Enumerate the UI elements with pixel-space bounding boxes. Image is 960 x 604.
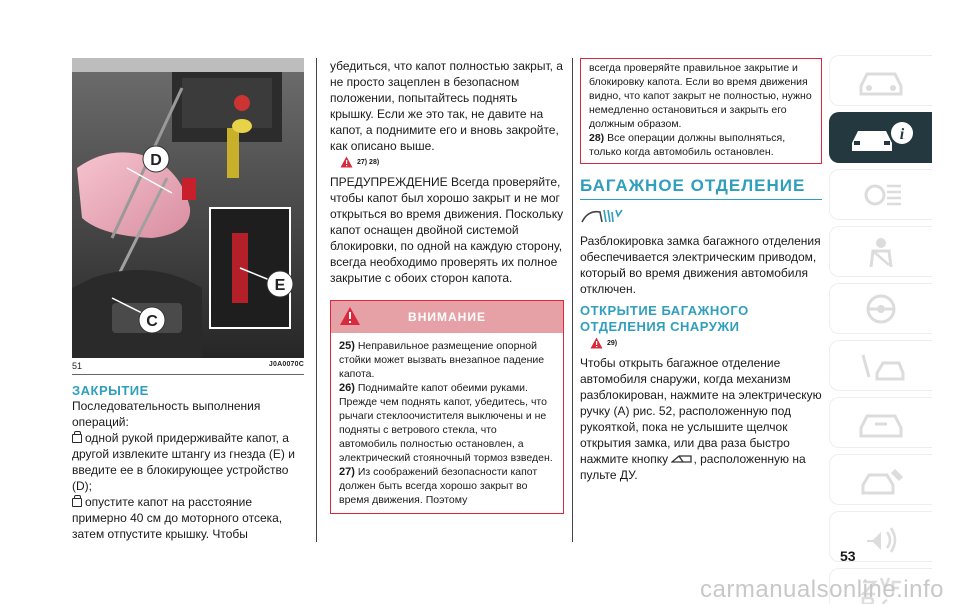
luggage-unlock-paragraph: Разблокировка замка багажного отделения обеспечивается электрическим приводом, который во время движения автомобиля отключен. [580, 234, 821, 296]
warning-item-28-text: Все операции должны выполняться, только когда автомобиль остановлен. [589, 132, 786, 158]
tailgate-icon-row [580, 206, 822, 231]
svg-text:i: i [899, 125, 905, 143]
figure-code: J0A0070C [268, 361, 304, 368]
column-left [72, 58, 304, 542]
warning-item-26-text: Поднимайте капот обеими руками. Прежде чем поднять капот, убедитесь, что рычаги стеклоочистителя выключены и не подняты с ветрового стекла, что автомобиль полностью остановлен, а электрический стояночный тормоз взведен. [339, 382, 553, 464]
warning-reference [590, 337, 822, 349]
closing-step-2-text: опустите капот на расстояние примерно 40 см до моторного отсека, затем отпустите крышку. Чтобы [72, 495, 283, 541]
closing-intro: Последовательность выполнения операций: [72, 399, 261, 429]
tailgate-unlock-icon [580, 206, 624, 226]
lights-icon [853, 178, 909, 212]
closing-step-1 [72, 430, 304, 494]
column-middle [330, 58, 564, 514]
warning-item-26-number: 26) [339, 382, 355, 394]
car-dashboard-icon [853, 64, 909, 98]
trunk-remote-button-icon [671, 453, 693, 464]
engine-bay-illustration [72, 58, 304, 358]
warning-box [330, 300, 564, 514]
sidebar-tab-seatbelt[interactable] [829, 226, 932, 277]
label-c: C [146, 313, 158, 330]
caution-paragraph: ПРЕДУПРЕЖДЕНИЕ Всегда проверяйте, чтобы капот был хорошо закрыт и не мог открыться во время движения. Поскольку капот оснащен двойной системой блокировки, по одной на каждую сторону, всегда необходимо проверять их полное закрытие с обоих сторон капота. [330, 175, 564, 285]
open-outside-paragraph [580, 355, 822, 483]
warning-item-25 [339, 339, 555, 381]
car-info-icon [846, 119, 916, 157]
sidebar-tab-emergency[interactable] [829, 340, 932, 391]
chapter-sidebar [829, 55, 932, 604]
warning-continuation-box [580, 58, 822, 164]
figure-caption [72, 361, 304, 371]
warning-box-header [331, 301, 563, 333]
warning-item-25-number: 25) [339, 340, 355, 352]
steering-wheel-icon [853, 292, 909, 326]
step-bullet-icon [72, 498, 82, 507]
sidebar-tab-service[interactable] [829, 397, 932, 448]
tools-car-icon [853, 349, 909, 383]
service-car-icon [853, 406, 909, 440]
label-c-marker [139, 307, 165, 333]
figure-number: 51 [72, 361, 83, 371]
closing-step-2 [72, 494, 304, 542]
section-heading-luggage: БАГАЖНОЕ ОТДЕЛЕНИЕ [580, 176, 822, 200]
engine-bay-photo [72, 58, 304, 358]
closing-check-paragraph: убедиться, что капот полностью закрыт, а не просто зацеплен в безопасном положении, попытайтесь поднять крышку. Если же это так, не давите на капот, а поднимите его и вновь закройте, как описано выше. [330, 59, 563, 153]
warning-item-28-number: 28) [589, 132, 605, 144]
seatbelt-icon [853, 235, 909, 269]
warning-triangle-icon [340, 156, 353, 168]
warning-item-25-text: Неправильное размещение опорной стойки может вызвать внезапное падение капота. [339, 340, 545, 380]
label-e: E [274, 277, 286, 294]
media-icon [853, 520, 909, 554]
section-heading-closing: ЗАКРЫТИЕ [72, 383, 149, 398]
sidebar-tab-dashboard[interactable] [829, 55, 932, 106]
page-number: 53 [840, 548, 856, 564]
sidebar-tab-steering[interactable] [829, 283, 932, 334]
warning-item-27-text: Из соображений безопасности капот должен быть всегда хорошо закрыт во время движения. Поэтому [339, 466, 538, 506]
warning-item-28 [589, 131, 813, 159]
column-divider [316, 58, 317, 542]
column-divider [572, 58, 573, 542]
warning-triangle-icon [590, 337, 603, 349]
warning-item-27 [339, 465, 555, 507]
warning-box-title: ВНИМАНИЕ [408, 310, 486, 324]
warning-box-body [331, 333, 563, 513]
warning-reference-numbers: 27) 28) [357, 158, 380, 166]
warning-reference-numbers: 29) [607, 339, 618, 347]
column-right [580, 58, 822, 483]
sidebar-tab-lights[interactable] [829, 169, 932, 220]
wrench-car-icon [853, 463, 909, 497]
warning-item-27-number: 27) [339, 466, 355, 478]
open-outside-text-a: Чтобы открыть багажное отделение автомобиля снаружи, когда механизм разблокирован, нажмите на электрическую ручку (A) рис. 52, расположенную под рукояткой, пока не услышите щелчок открытия замка, или два раза быстро нажмите кнопку [580, 356, 822, 466]
sidebar-tab-car-info[interactable] [829, 112, 932, 163]
warning-continuation-text: всегда проверяйте правильное закрытие и блокировку капота. Если во время движения видно, что капот закрыт не полностью, нужно немедленно остановиться и закрыть его должным образом. [589, 62, 812, 130]
closing-step-1-text: одной рукой придерживайте капот, а другой извлеките штангу из гнезда (E) и введите ее в блокирующее устройство (D); [72, 431, 295, 493]
warning-item-26 [339, 381, 555, 465]
label-e-marker [267, 271, 293, 297]
sidebar-tab-maintenance[interactable] [829, 454, 932, 505]
step-bullet-icon [72, 434, 82, 443]
warning-reference [340, 156, 564, 168]
caption-divider [72, 374, 304, 375]
subheading-open-outside: ОТКРЫТИЕ БАГАЖНОГО ОТДЕЛЕНИЯ СНАРУЖИ [580, 303, 749, 334]
label-d: D [150, 152, 162, 169]
watermark: carmanualsonline.info [700, 576, 944, 603]
warning-triangle-icon [339, 306, 361, 326]
label-d-marker [143, 146, 169, 172]
open-outside-text-b: , расположенную на пульте ДУ. [580, 452, 806, 482]
